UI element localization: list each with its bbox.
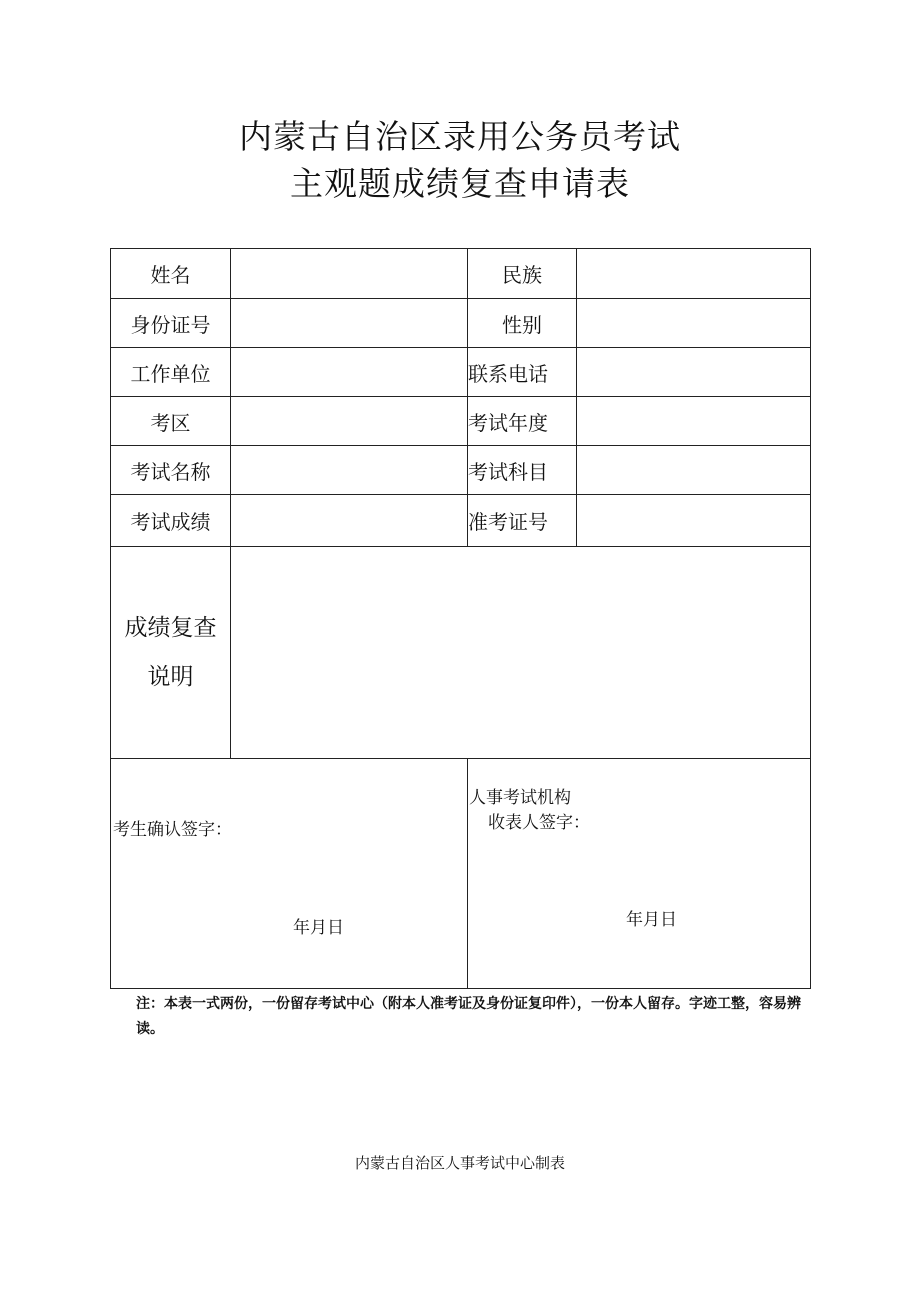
form-row-id: [111, 299, 811, 348]
id-number-field[interactable]: [231, 299, 468, 348]
org-label-line-2: 收表人签字：: [488, 813, 590, 833]
exam-name-label: 考试名称: [111, 446, 231, 495]
application-form-table: [110, 248, 811, 989]
candidate-signature-label: 考生确认签字：: [113, 820, 232, 840]
exam-name-field[interactable]: [231, 446, 468, 495]
exam-area-field[interactable]: [231, 397, 468, 446]
gender-label: 性别: [468, 299, 577, 348]
form-row-signatures: [111, 759, 811, 989]
work-unit-field[interactable]: [231, 348, 468, 397]
name-field[interactable]: [231, 249, 468, 299]
exam-year-label: 考试年度: [468, 397, 577, 446]
org-date-label: 年月日: [626, 910, 677, 930]
form-row-review: [111, 547, 811, 759]
phone-label: 联系电话: [468, 348, 577, 397]
form-note: 注：本表一式两份，一份留存考试中心（附本人准考证及身份证复印件），一份本人留存。字迹工整，容易辨读。: [136, 996, 801, 1037]
name-label: 姓名: [111, 249, 231, 299]
org-signature-cell[interactable]: [468, 759, 811, 989]
candidate-date-label: 年月日: [293, 918, 344, 938]
review-label-cell: [111, 547, 231, 759]
exam-subject-field[interactable]: [577, 446, 811, 495]
review-explanation-field[interactable]: [231, 547, 811, 759]
exam-year-field[interactable]: [577, 397, 811, 446]
admission-number-label: 准考证号: [468, 495, 577, 547]
exam-score-field[interactable]: [231, 495, 468, 547]
form-row-name: [111, 249, 811, 299]
review-label-line-2: 说明: [147, 663, 194, 690]
footer-issuer: 内蒙古自治区人事考试中心制表: [354, 1154, 565, 1172]
document-title-line-2: 主观题成绩复查申请表: [290, 164, 630, 203]
candidate-signature-cell[interactable]: [111, 759, 468, 989]
form-row-area: [111, 397, 811, 446]
phone-field[interactable]: [577, 348, 811, 397]
admission-number-field[interactable]: [577, 495, 811, 547]
exam-area-label: 考区: [111, 397, 231, 446]
id-number-label: 身份证号: [111, 299, 231, 348]
form-row-work: [111, 348, 811, 397]
form-row-score: [111, 495, 811, 547]
exam-subject-label: 考试科目: [468, 446, 577, 495]
gender-field[interactable]: [577, 299, 811, 348]
review-label-line-1: 成绩复查: [124, 614, 217, 641]
document-title-line-1: 内蒙古自治区录用公务员考试: [239, 117, 681, 156]
exam-score-label: 考试成绩: [111, 495, 231, 547]
ethnicity-field[interactable]: [577, 249, 811, 299]
form-row-exam: [111, 446, 811, 495]
org-label-line-1: 人事考试机构: [469, 788, 571, 808]
ethnicity-label: 民族: [468, 249, 577, 299]
work-unit-label: 工作单位: [111, 348, 231, 397]
